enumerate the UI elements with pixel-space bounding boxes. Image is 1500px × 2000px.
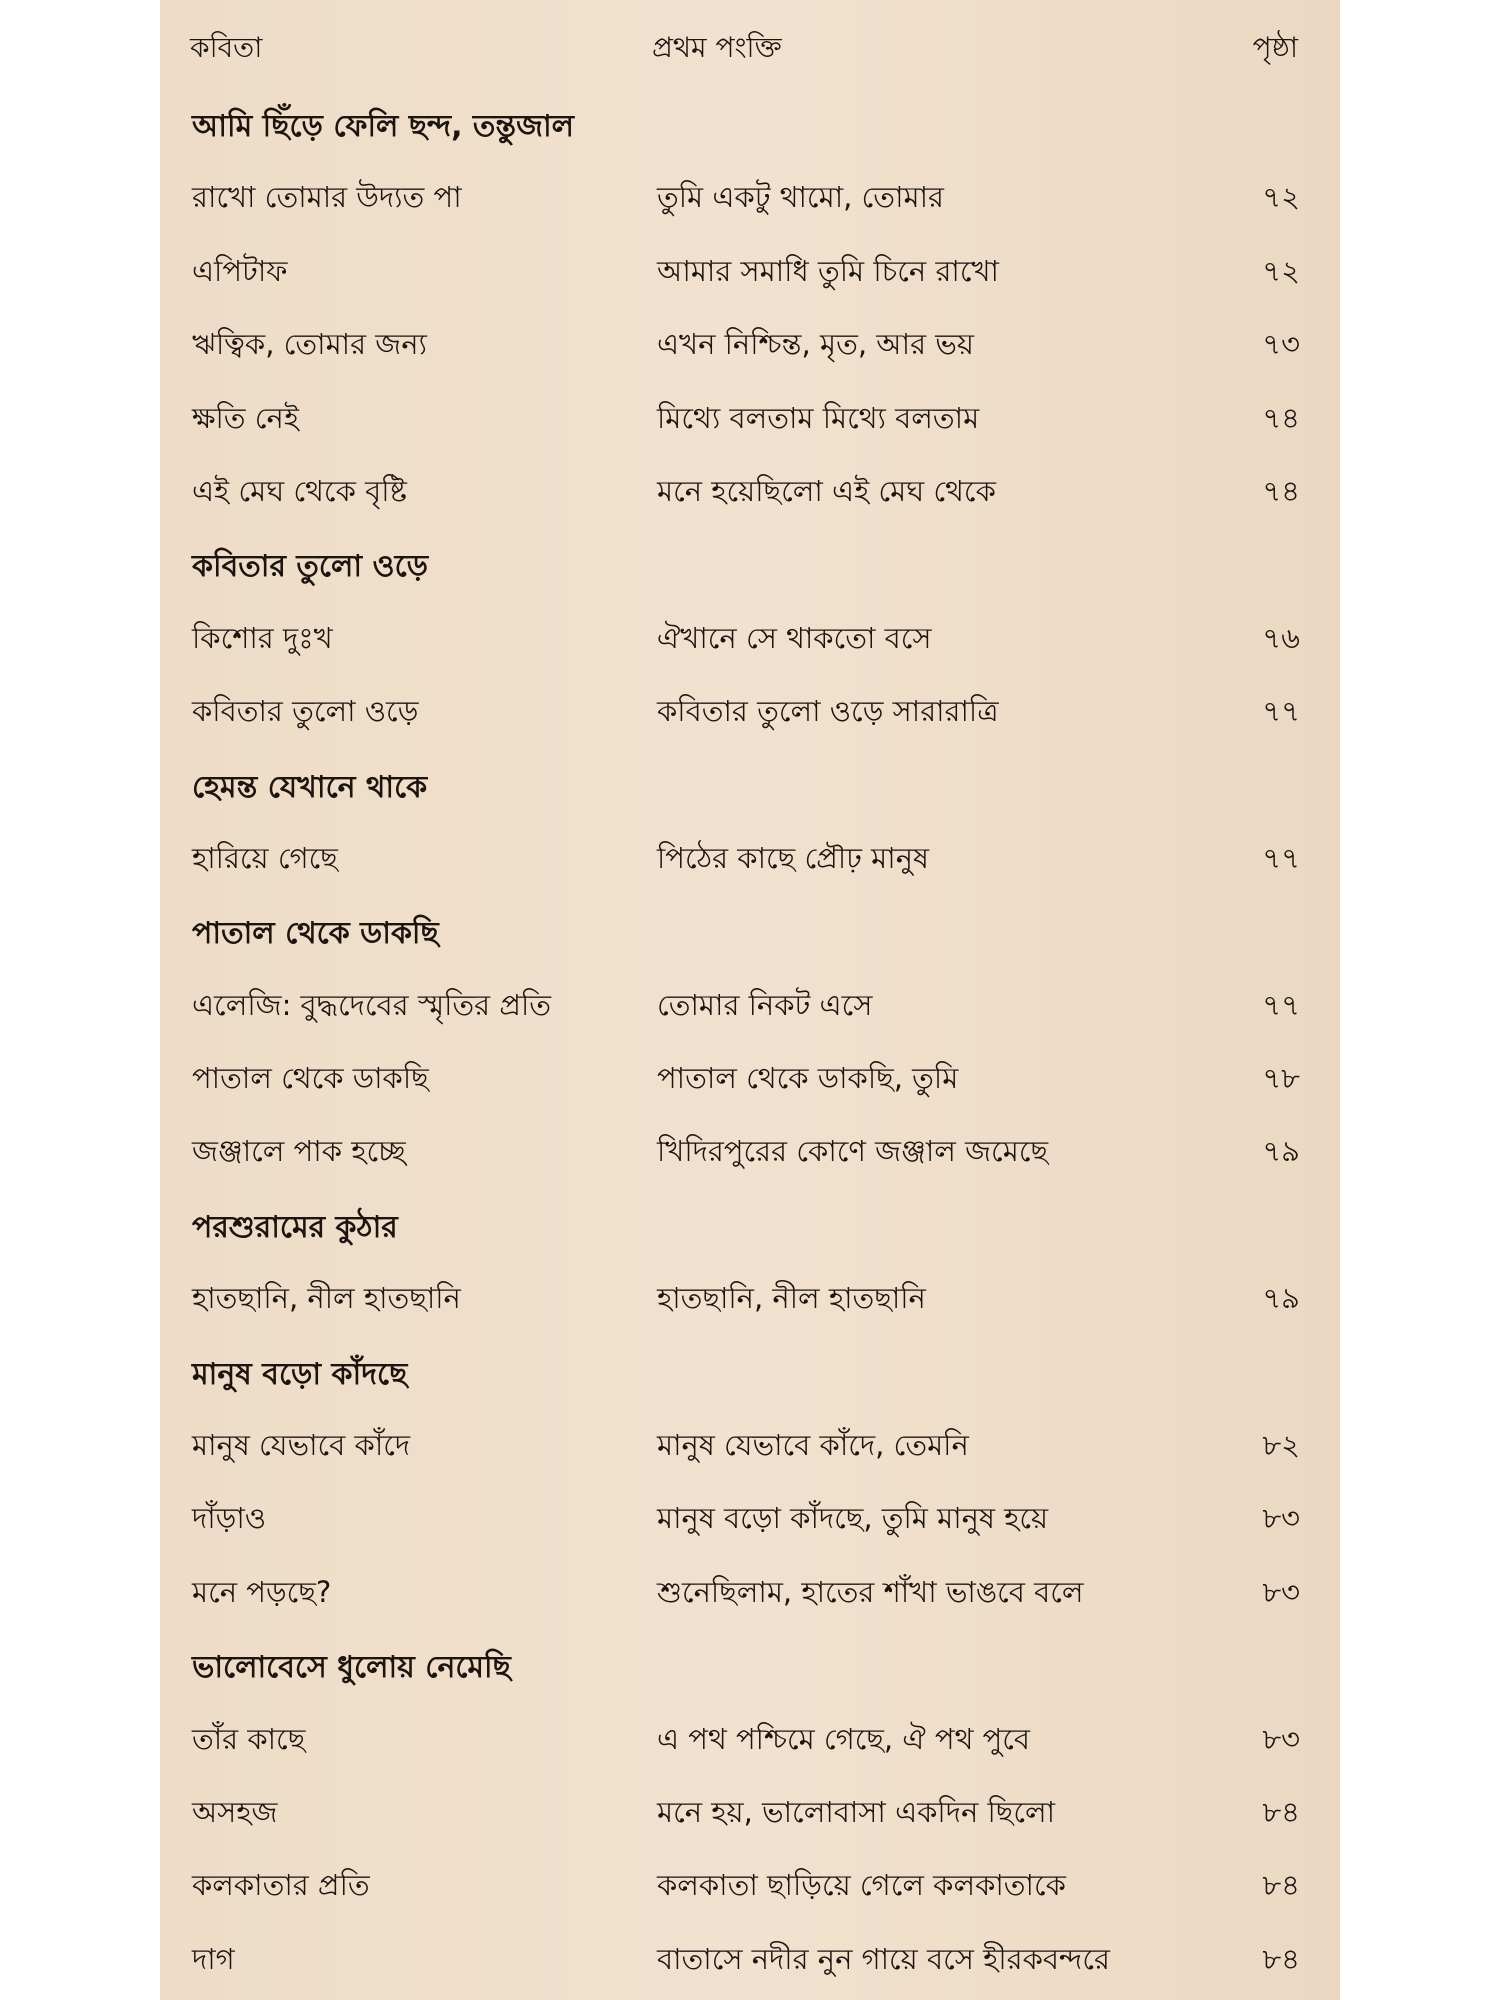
- first-line: হাতছানি, নীল হাতছানি: [657, 1281, 926, 1316]
- poem-title: হেমন্ত যেখানে থাকে: [192, 769, 428, 805]
- first-line: তোমার নিকট এসে: [657, 987, 873, 1022]
- toc-row: [160, 1046, 1340, 1119]
- page-number: ৭২: [1262, 180, 1300, 215]
- first-line: বাতাসে নদীর নুন গায়ে বসে হীরকবন্দরে: [657, 1941, 1110, 1976]
- poem-title: ভালোবেসে ধুলোয় নেমেছি: [192, 1650, 511, 1686]
- first-line: তুমি একটু থামো, তোমার: [657, 180, 944, 215]
- toc-row: [160, 1193, 1340, 1266]
- poem-title: অসহজ: [192, 1794, 278, 1829]
- page-number: ৮২: [1262, 1428, 1300, 1463]
- first-line: মিথ্যে বলতাম মিথ্যে বলতাম: [657, 400, 980, 435]
- toc-row: [160, 1340, 1340, 1413]
- page-number: ৮৪: [1262, 1941, 1300, 1976]
- toc-row: [160, 899, 1340, 972]
- first-line: আমার সমাধি তুমি চিনে রাখো: [657, 253, 999, 288]
- poem-title: পাতাল থেকে ডাকছি: [192, 916, 439, 952]
- toc-row: [160, 459, 1340, 532]
- toc-row: [160, 1853, 1340, 1926]
- page-number: ৮৩: [1262, 1721, 1300, 1756]
- toc-row: [160, 1560, 1340, 1633]
- toc-row: [160, 1780, 1340, 1853]
- poem-title: মনে পড়ছে?: [192, 1574, 332, 1609]
- toc-row: [160, 1707, 1340, 1780]
- poem-title: তাঁর কাছে: [192, 1721, 306, 1756]
- page-number: ৭২: [1262, 253, 1300, 288]
- toc-row: [160, 753, 1340, 826]
- page-number: ৭৯: [1262, 1134, 1300, 1169]
- poem-title: মানুষ যেভাবে কাঁদে: [192, 1428, 411, 1463]
- page-number: ৭৭: [1262, 987, 1300, 1022]
- first-line: পিঠের কাছে প্রৌঢ় মানুষ: [657, 840, 929, 875]
- header-poem: কবিতা: [190, 31, 263, 64]
- poem-title: কবিতার তুলো ওড়ে: [192, 694, 419, 729]
- poem-title: জঞ্জালে পাক হচ্ছে: [192, 1134, 406, 1169]
- first-line: মনে হয়েছিলো এই মেঘ থেকে: [657, 473, 996, 508]
- table-of-contents: [160, 92, 1340, 2000]
- poem-title: কিশোর দুঃখ: [192, 620, 333, 655]
- toc-row: [160, 973, 1340, 1046]
- poem-title: ঋত্বিক, তোমার জন্য: [192, 327, 427, 362]
- page-number: ৭৮: [1262, 1061, 1300, 1096]
- first-line: মনে হয়, ভালোবাসা একদিন ছিলো: [657, 1794, 1056, 1829]
- first-line: কলকাতা ছাড়িয়ে গেলে কলকাতাকে: [657, 1868, 1066, 1903]
- toc-row: [160, 1633, 1340, 1706]
- first-line: এখন নিশ্চিন্ত, মৃত, আর ভয়: [657, 327, 974, 362]
- page-number: ৭৩: [1262, 327, 1300, 362]
- first-line: শুনেছিলাম, হাতের শাঁখা ভাঙবে বলে: [657, 1574, 1084, 1609]
- first-line: এ পথ পশ্চিমে গেছে, ঐ পথ পুবে: [657, 1721, 1031, 1756]
- poem-title: রাখো তোমার উদ্যত পা: [192, 180, 462, 215]
- first-line: মানুষ যেভাবে কাঁদে, তেমনি: [657, 1428, 969, 1463]
- toc-row: [160, 606, 1340, 679]
- header-page: পৃষ্ঠা: [1252, 31, 1298, 64]
- poem-title: দাগ: [192, 1941, 235, 1976]
- poem-title: ক্ষতি নেই: [192, 400, 299, 435]
- page-number: ৮৪: [1262, 1794, 1300, 1829]
- first-line: পাতাল থেকে ডাকছি, তুমি: [657, 1061, 959, 1096]
- toc-row: [160, 1266, 1340, 1339]
- toc-row: [160, 1119, 1340, 1192]
- toc-header: [160, 26, 1340, 74]
- poem-title: এপিটাফ: [192, 253, 288, 288]
- poem-title: হাতছানি, নীল হাতছানি: [192, 1281, 461, 1316]
- poem-title: দাঁড়াও: [192, 1501, 267, 1536]
- poem-title: আমি ছিঁড়ে ফেলি ছন্দ, তন্তুজাল: [192, 109, 575, 144]
- page-number: ৮৩: [1262, 1574, 1300, 1609]
- toc-row: [160, 826, 1340, 899]
- page-number: ৭৪: [1262, 473, 1300, 508]
- page-number: ৭৭: [1262, 694, 1300, 729]
- page-number: ৮৩: [1262, 1501, 1300, 1536]
- book-page: [160, 0, 1340, 2000]
- poem-title: এই মেঘ থেকে বৃষ্টি: [192, 473, 407, 508]
- toc-row: [160, 679, 1340, 752]
- toc-row: [160, 1486, 1340, 1559]
- page-number: ৭৭: [1262, 840, 1300, 875]
- poem-title: মানুষ বড়ো কাঁদছে: [192, 1356, 408, 1392]
- poem-title: কবিতার তুলো ওড়ে: [192, 549, 429, 585]
- page-number: ৭৬: [1262, 620, 1300, 655]
- toc-row: [160, 165, 1340, 238]
- page-number: ৭৪: [1262, 400, 1300, 435]
- first-line: ঐখানে সে থাকতো বসে: [657, 620, 932, 655]
- poem-title: পাতাল থেকে ডাকছি: [192, 1061, 429, 1096]
- toc-row: [160, 532, 1340, 605]
- first-line: মানুষ বড়ো কাঁদছে, তুমি মানুষ হয়ে: [657, 1501, 1049, 1536]
- first-line: খিদিরপুরের কোণে জঞ্জাল জমেছে: [657, 1134, 1049, 1169]
- poem-title: এলেজি: বুদ্ধদেবের স্মৃতির প্রতি: [192, 987, 552, 1022]
- poem-title: হারিয়ে গেছে: [192, 840, 338, 875]
- toc-row: [160, 386, 1340, 459]
- toc-row: [160, 1927, 1340, 2000]
- toc-row: [160, 312, 1340, 385]
- toc-row: [160, 1413, 1340, 1486]
- page-number: ৭৯: [1262, 1281, 1300, 1316]
- poem-title: কলকাতার প্রতি: [192, 1868, 370, 1903]
- toc-row: [160, 92, 1340, 165]
- toc-row: [160, 239, 1340, 312]
- header-first-line: প্রথম পংক্তি: [652, 31, 782, 64]
- poem-title: পরশুরামের কুঠার: [192, 1209, 398, 1245]
- page-number: ৮৪: [1262, 1868, 1300, 1903]
- first-line: কবিতার তুলো ওড়ে সারারাত্রি: [657, 694, 999, 729]
